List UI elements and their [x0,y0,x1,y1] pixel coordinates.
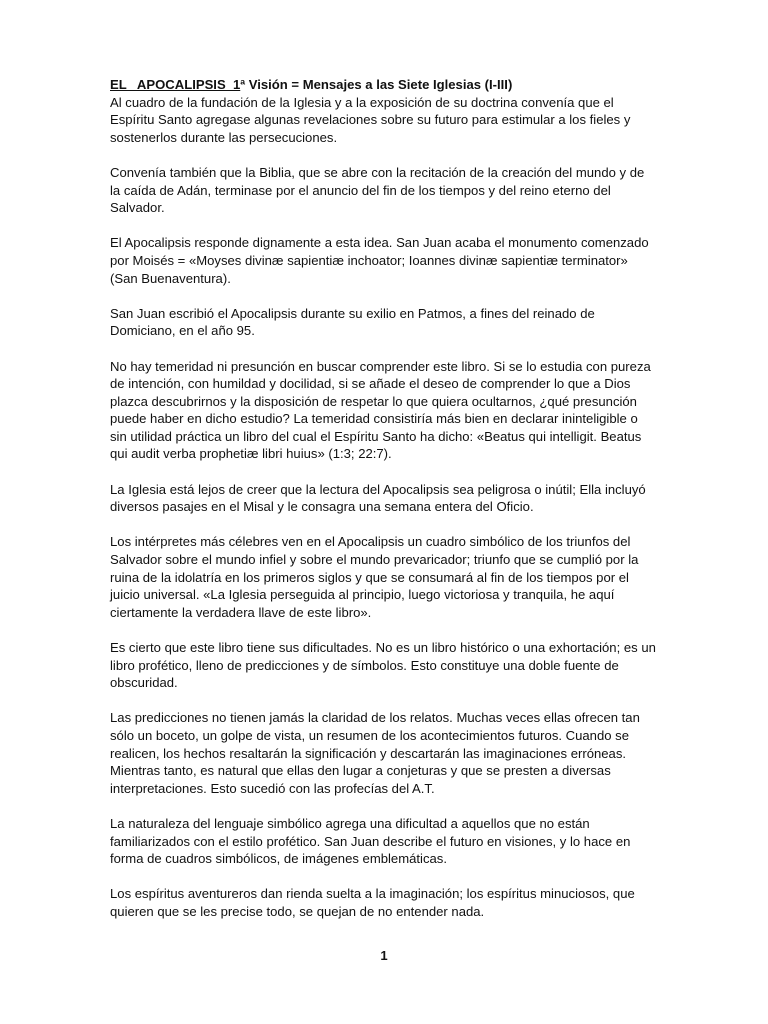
document-title-main: EL APOCALIPSIS 1 [110,77,241,92]
paragraph-6: La Iglesia está lejos de creer que la lectura del Apocalipsis sea peligrosa o inútil; Ella incluyó diversos pasajes en el Misal y le consagra una semana entera del Oficio. [110,481,646,515]
paragraph-7: Los intérpretes más célebres ven en el Apocalipsis un cuadro simbólico de los triunfos del Salvador sobre el mundo infiel y sobre el mundo prevaricador; triunfo que se cumplió por la ruina de la idolatría en los primeros siglos y que se consumará al fin de los tiempos por el juicio universal. «La Iglesia perseguida al principio, luego victoriosa y tranquila, he aquí ciertamente la verdadera llave de este libro». [110,534,639,620]
document-title [110,76,658,94]
paragraph-4: San Juan escribió el Apocalipsis durante su exilio en Patmos, a fines del reinado de Domiciano, en el año 95. [110,305,595,339]
document-title-rest: ª Visión = Mensajes a las Siete Iglesias (I-III) [240,77,513,92]
paragraph-5: No hay temeridad ni presunción en buscar comprender este libro. Si se lo estudia con pureza de intención, con humildad y docilidad, si se añade el deseo de comprender lo que a Dios plazca descubrirnos y la disposición de respetar lo que quiera ocultarnos, ¿qué presunción puede haber en dicho estudio? La temeridad consistiría más bien en declarar ininteligible o sin utilidad práctica un libro del cual el Espíritu Santo ha dicho: «Beatus qui intelligit. Beatus qui audit verba prophetiæ libri huius» (1:3; 22:7). [110,358,651,462]
paragraph-11: Los espíritus aventureros dan rienda suelta a la imaginación; los espíritus minuciosos, que quieren que se les precise todo, se quejan de no entender nada. [110,886,635,919]
paragraph-9: Las predicciones no tienen jamás la claridad de los relatos. Muchas veces ellas ofrecen tan sólo un boceto, un golpe de vista, un resumen de los acontecimientos futuros. Cuando se realicen, los hechos resaltarán la significación y descartarán las imaginaciones erróneas. Mientras tanto, es natural que ellas den lugar a conjeturas y que se presten a diversas interpretaciones. Esto sucedió con las profecías del A.T. [110,710,640,796]
paragraph-1: Al cuadro de la fundación de la Iglesia y a la exposición de su doctrina convenía que el Espíritu Santo agregase algunas revelaciones sobre su futuro para estimular a los fieles y sostenerlos durante las persecuciones. [110,94,631,145]
paragraph-8: Es cierto que este libro tiene sus dificultades. No es un libro histórico o una exhortación; es un libro profético, lleno de predicciones y de símbolos. Esto constituye una doble fuente de obscuridad. [110,640,656,691]
paragraph-3: El Apocalipsis responde dignamente a esta idea. San Juan acaba el monumento comenzado por Moisés = «Moyses divinæ sapientiæ inchoator; Ioannes divinæ sapientiæ terminator» (San Buenaventura). [110,235,649,286]
paragraph-2: Convenía también que la Biblia, que se abre con la recitación de la creación del mundo y de la caída de Adán, terminase por el anuncio del fin de los tiempos y del reino eterno del Salvador. [110,164,645,216]
document-body [110,76,658,938]
paragraph-10: La naturaleza del lenguaje simbólico agrega una dificultad a aquellos que no están familiarizados con el estilo profético. San Juan describe el futuro en visiones, y lo hace en forma de cuadros simbólicos, de imágenes emblemáticas. [110,815,631,867]
page-number: 1 [380,948,388,963]
